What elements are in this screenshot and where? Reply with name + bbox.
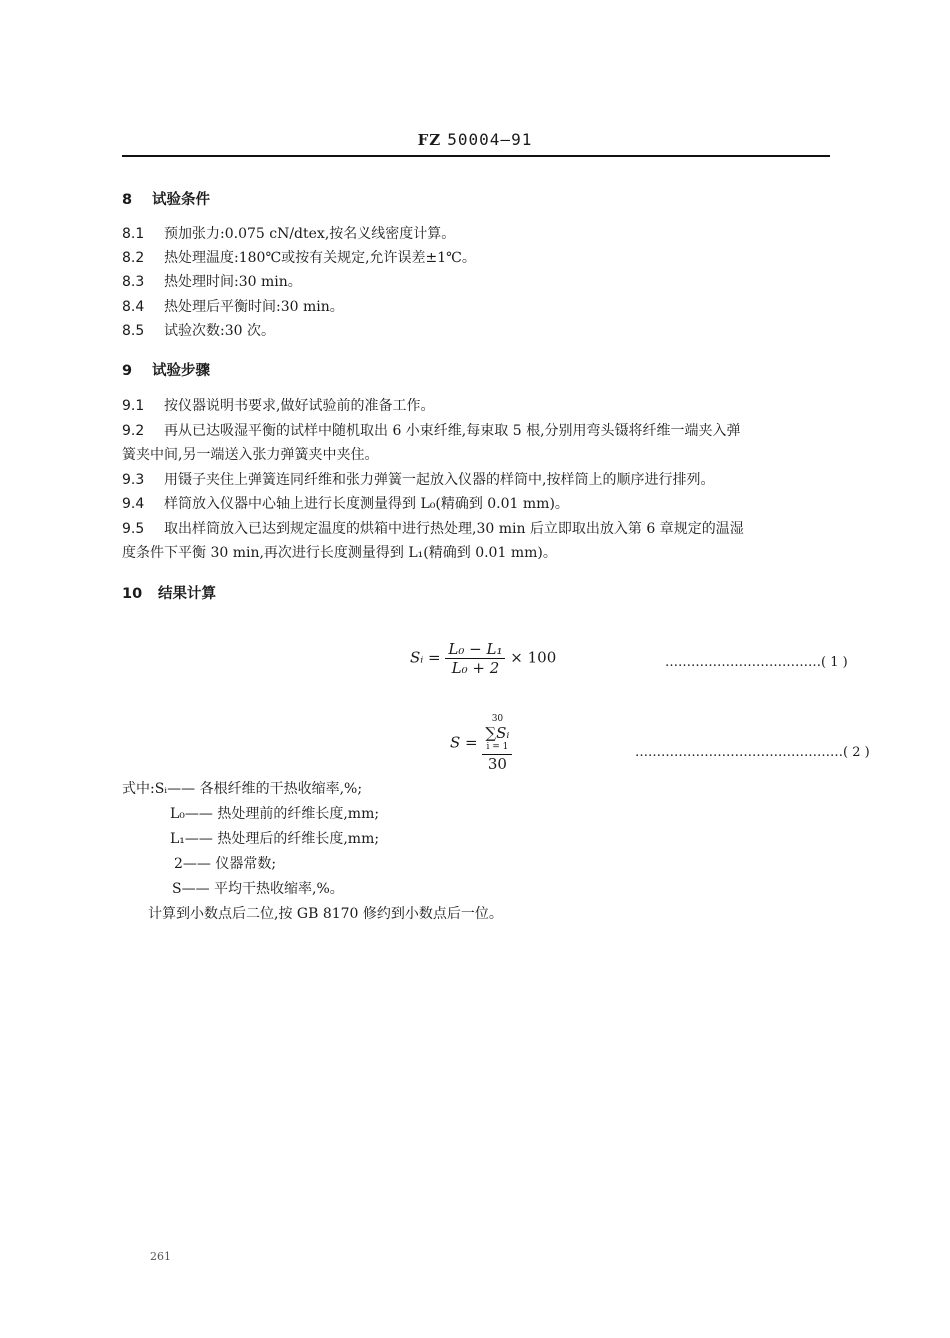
item-9-2: 9.2 再从已达吸湿平衡的试样中随机取出 6 小束纤维,每束取 5 根,分别用弯头镊将纤维一端夹入弹 <box>122 423 741 439</box>
section-10-heading: 10 结果计算 <box>122 586 216 602</box>
formula-2-leader: …………………………………………( 2 ) <box>635 745 870 760</box>
var-l1: L₁—— 热处理后的纤维长度,mm; <box>170 831 380 847</box>
item-9-4: 9.4 样筒放入仪器中心轴上进行长度测量得到 L₀(精确到 0.01 mm)。 <box>122 496 569 512</box>
item-9-5-cont: 度条件下平衡 30 min,再次进行长度测量得到 L₁(精确到 0.01 mm)。 <box>122 545 557 561</box>
header-rule <box>122 155 830 157</box>
formula-1: Sᵢ = $\frac{\text{L₀ − L₁}}{\text{L₀ + 2}}$ × 100 <box>410 640 557 677</box>
item-9-3: 9.3 用镊子夹住上弹簧连同纤维和张力弹簧一起放入仪器的样筒中,按样筒上的顺序进行排列。 <box>122 472 715 488</box>
item-9-2-cont: 簧夹中间,另一端送入张力弹簧夹中夹住。 <box>122 447 379 463</box>
item-8-5: 8.5 试验次数:30 次。 <box>122 323 275 339</box>
var-const: 2—— 仪器常数; <box>174 856 277 872</box>
var-l0: L₀—— 热处理前的纤维长度,mm; <box>170 806 380 822</box>
item-8-1: 8.1 预加张力:0.075 cN/dtex,按名义线密度计算。 <box>122 226 456 242</box>
item-8-2: 8.2 热处理温度:180℃或按有关规定,允许误差±1℃。 <box>122 250 476 266</box>
doc-header <box>0 130 950 149</box>
item-9-5: 9.5 取出样筒放入已达到规定温度的烘箱中进行热处理,30 min 后立即取出放入第 6 章规定的温湿 <box>122 521 744 537</box>
item-8-3: 8.3 热处理时间:30 min。 <box>122 274 302 290</box>
page-number: 261 <box>150 1250 171 1263</box>
section-8-heading: 8 试验条件 <box>122 192 210 208</box>
var-s: S—— 平均干热收缩率,%。 <box>172 881 344 897</box>
formula-1-leader: ………………………………( 1 ) <box>665 655 848 670</box>
section-9-heading: 9 试验步骤 <box>122 363 210 379</box>
formula-1-fraction: $\frac{\text{L₀ − L₁}}{\text{L₀ + 2}}$ <box>445 640 505 677</box>
formula-2-fraction: 30 ∑Sᵢ i = 1 30 <box>482 712 512 773</box>
formula-2: S = 30 ∑Sᵢ i = 1 30 <box>450 712 512 773</box>
item-8-4: 8.4 热处理后平衡时间:30 min。 <box>122 299 344 315</box>
item-9-1: 9.1 按仪器说明书要求,做好试验前的准备工作。 <box>122 398 435 414</box>
where-clause: 式中:Sᵢ—— 各根纤维的干热收缩率,%; <box>122 781 363 797</box>
standard-prefix: FZ <box>417 131 442 149</box>
standard-code: 50004—91 <box>447 130 533 149</box>
rounding-note: 计算到小数点后二位,按 GB 8170 修约到小数点后一位。 <box>148 906 503 922</box>
